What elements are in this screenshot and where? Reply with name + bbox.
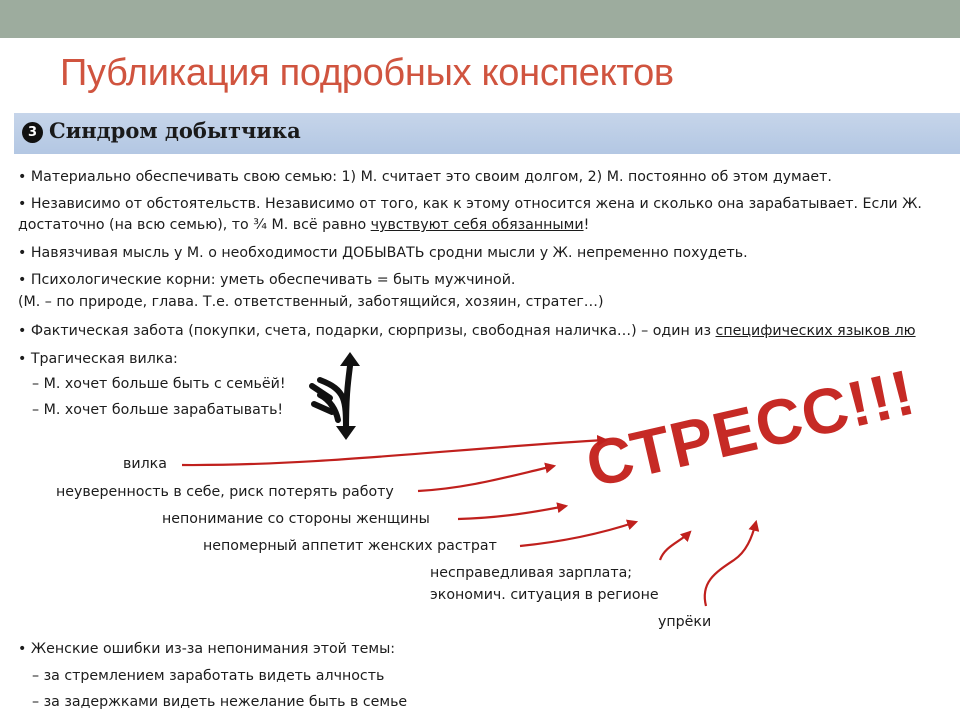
bullet-independent-text: достаточно (на всю семью), то ¾ М. всё равно [18,217,371,233]
section-title-text: Синдром добытчика [49,118,301,143]
bullet-actual-care [18,323,916,339]
section-heading [22,118,301,143]
bullet-independent-line1: • Независимо от обстоятельств. Независимо от того, как к этому относится жена и сколько она зарабатывает. Если Ж. [18,196,922,212]
love-languages-underlined-text: специфических языков лю [715,323,916,339]
cause-spending: непомерный аппетит женских растрат [203,538,497,554]
bullet-psych-roots: • Психологические корни: уметь обеспечивать = быть мужчиной. [18,272,516,288]
cause-unfair-salary: несправедливая зарплата; [430,565,633,581]
cause-misunderstanding: непонимание со стороны женщины [162,511,430,527]
fork-up-arrowhead [340,352,360,366]
bullet-psych-roots-detail: (М. – по природе, глава. Т.е. ответственный, заботящийся, хозяин, стратег…) [18,294,604,310]
cause-economy: экономич. ситуация в регионе [430,587,659,603]
bullet-independent-end: ! [583,217,590,233]
fork-option-earn: – М. хочет больше зарабатывать! [32,402,284,418]
cause-reproaches: упрёки [658,614,712,630]
arrow-fork [182,440,606,465]
women-error-reluctance: – за задержками видеть нежелание быть в семье [32,694,408,710]
women-error-greed: – за стремлением заработать видеть алчность [32,668,385,684]
fork-option-family: – М. хочет больше быть с семьёй! [32,376,286,392]
fork-branch [320,395,338,420]
fork-branch-left2 [314,404,332,412]
slide-title: Публикация подробных конспектов [60,52,674,94]
bullet-tragic-fork: • Трагическая вилка: [18,351,178,367]
arrow-reproaches [705,522,756,606]
women-errors-heading: • Женские ошибки из-за непонимания этой темы: [18,641,396,657]
bullet-actual-care-text: • Фактическая забота (покупки, счета, подарки, сюрпризы, свободная наличка…) – один из [18,323,716,339]
fork-stem-left [320,380,346,432]
fork-arrows-icon [312,366,350,432]
arrow-misunderstanding [458,506,566,519]
top-bar [0,0,960,38]
section-number-badge: 3 [22,122,43,143]
fork-down-arrowhead [336,426,356,440]
fork-stem-right [346,366,350,432]
arrow-spending [520,522,636,546]
arrow-self-doubt [418,466,554,491]
obliged-underlined-text: чувствуют себя обязанными [370,217,584,233]
bullet-material-support: • Материально обеспечивать свою семью: 1) М. считает это своим долгом, 2) М. постоянно об этом думает. [18,169,832,185]
fork-branch-left [312,386,330,398]
bullet-obsessive-thought: • Навязчивая мысль у М. о необходимости ДОБЫВАТЬ сродни мысли у Ж. непременно похудеть. [18,245,748,261]
stress-label: СТРЕСС!!! [579,355,922,502]
cause-self-doubt: неуверенность в себе, риск потерять работу [56,484,394,500]
cause-fork: вилка [123,456,167,472]
arrow-economy [660,532,690,560]
bullet-independent-line2 [18,217,589,233]
